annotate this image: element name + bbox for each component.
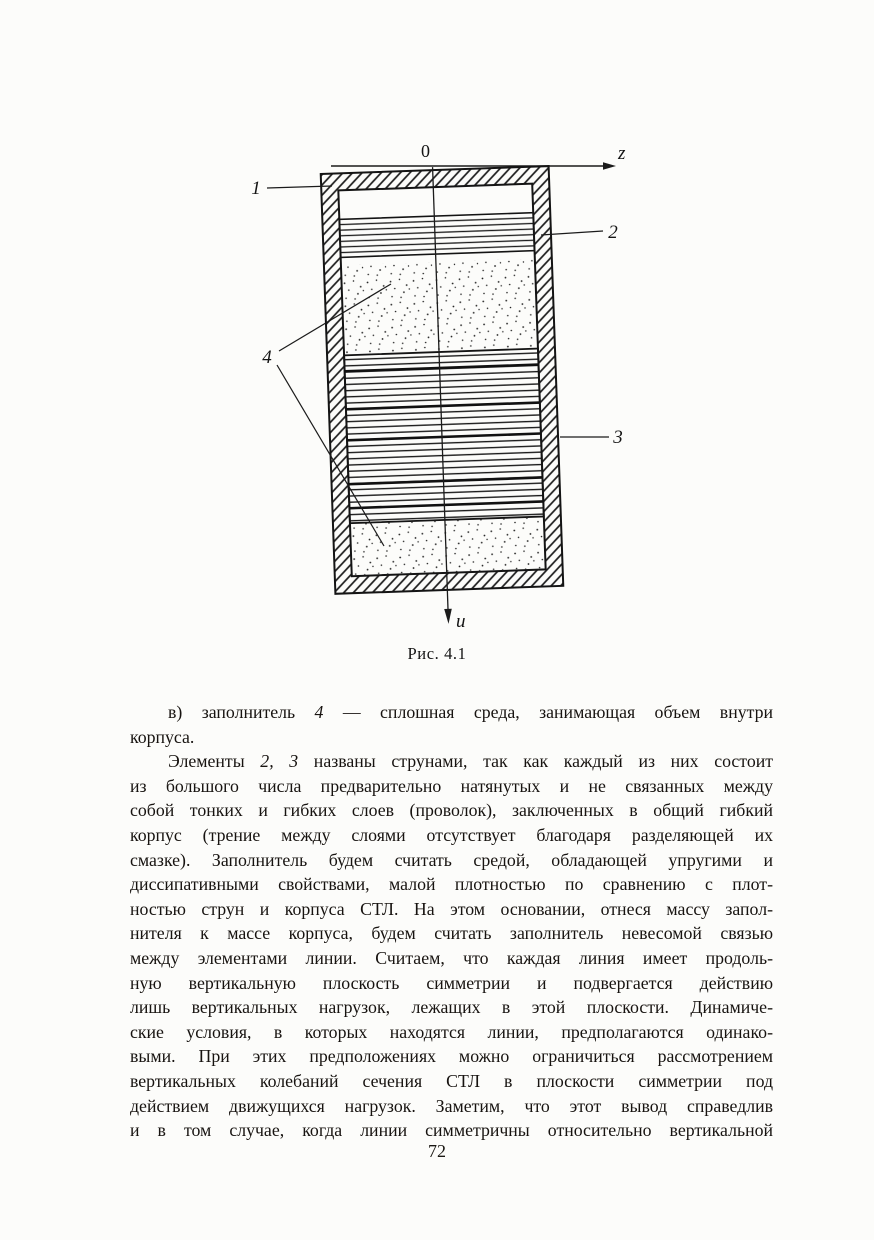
text-line (130, 946, 773, 971)
text-segment: — сплошная среда, занимающая объем внутри (323, 702, 773, 722)
text-line (130, 872, 773, 897)
text-segment: смазке). Заполнитель будем считать средой, обладающей упругими и (130, 849, 773, 870)
text-segment: ную вертикальную плоскость симметрии и подвергается действию (130, 972, 773, 993)
text-segment: собой тонких и гибких слоев (проволок), заключенных в общий гибкий (130, 800, 773, 821)
u-axis-arrow (444, 609, 452, 624)
text-line (130, 749, 773, 774)
filler-region-upper (341, 259, 538, 356)
figure-caption: Рис. 4.1 (407, 644, 467, 663)
figure-label-4: 4 (262, 347, 272, 368)
text-block (130, 700, 773, 1143)
upper-string-band (339, 213, 534, 258)
text-line (130, 897, 773, 922)
text-line (130, 848, 773, 873)
text-line (130, 823, 773, 848)
text-segment: лишь вертикальных нагрузок, лежащих в этой плоскости. Динамиче- (130, 997, 773, 1018)
text-segment: диссипативными свойствами, малой плотностью по сравнению с плот- (130, 874, 773, 895)
text-line (130, 971, 773, 996)
text-line (130, 1094, 773, 1119)
text-line (130, 1069, 773, 1094)
paragraph (130, 700, 773, 749)
italic-text-segment: 4 (314, 702, 324, 722)
text-line (130, 1118, 773, 1143)
text-segment: ностью струн и корпуса СТЛ. На этом основании, отнеся массу запол- (130, 898, 773, 919)
origin-label: 0 (421, 141, 430, 161)
italic-text-segment: 2, 3 (260, 751, 299, 772)
z-axis-arrow (603, 162, 616, 170)
figure-label-3: 3 (613, 427, 623, 448)
figure-label-1: 1 (251, 178, 261, 199)
text-line (130, 995, 773, 1020)
text-segment: корпус (трение между слоями отсутствует благодаря разделяющей их (130, 824, 773, 845)
figure-label-2: 2 (608, 222, 618, 243)
text-segment: выми. При этих предположениях можно ограничиться рассмотрением (130, 1046, 773, 1067)
text-line (130, 1020, 773, 1045)
text-segment: нителя к массе корпуса, будем считать заполнитель невесомой связью (130, 923, 773, 944)
paragraph (130, 749, 773, 1143)
text-segment: корпуса. (130, 726, 195, 747)
cross-section (321, 163, 565, 628)
z-axis-label: z (618, 143, 626, 164)
text-segment: из большого числа предварительно натянутых и не связанных между (130, 775, 773, 796)
text-segment: в) заполнитель (168, 702, 315, 722)
text-segment: и в том случае, когда линии симметричны относительно вертикальной (130, 1120, 773, 1141)
text-line (130, 1044, 773, 1069)
text-segment: Элементы (168, 751, 261, 772)
text-segment: вертикальных колебаний сечения СТЛ в плоскости симметрии под (130, 1070, 773, 1091)
page-number: 72 (428, 1141, 446, 1161)
text-segment: ские условия, в которых находятся линии, предполагаются одинако- (130, 1021, 773, 1042)
text-segment: названы струнами, так как каждый из них состоит (298, 751, 774, 772)
filler-region-lower (350, 516, 546, 576)
text-line (130, 700, 773, 725)
text-line (130, 798, 773, 823)
text-segment: между элементами линии. Считаем, что каждая линия имеет продоль- (130, 947, 773, 968)
text-line (130, 921, 773, 946)
u-axis-label: u (456, 611, 466, 632)
text-line (130, 725, 773, 750)
text-line (130, 774, 773, 799)
text-segment: действием движущихся нагрузок. Заметим, что этот вывод справедлив (130, 1095, 773, 1116)
